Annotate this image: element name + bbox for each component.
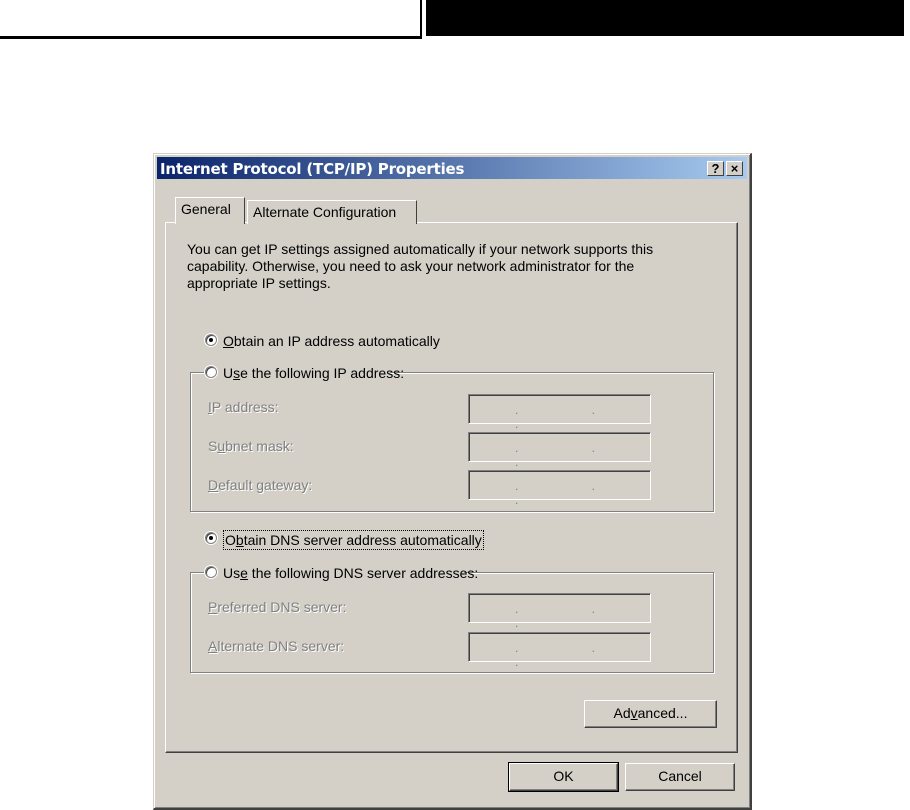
dialog-title: Internet Protocol (TCP/IP) Properties — [160, 160, 465, 178]
alternate-dns-field[interactable] — [468, 632, 651, 669]
radio-label: Obtain DNS server address automatically — [225, 532, 482, 548]
radio-label: Use the following IP address: — [223, 365, 405, 381]
radio-selected-icon[interactable] — [205, 532, 217, 544]
ip-address-label: IP address: — [208, 399, 279, 415]
subnet-mask-label: Subnet mask: — [208, 438, 294, 454]
default-gateway-value: . . . — [515, 479, 631, 507]
ip-address-field[interactable] — [468, 394, 651, 431]
radio-label: Use the following DNS server addresses: — [223, 565, 479, 581]
radio-selected-icon[interactable] — [205, 334, 217, 346]
subnet-mask-field[interactable] — [468, 432, 651, 469]
subnet-mask-value: . . . — [515, 441, 631, 469]
radio-use-following-dns[interactable] — [205, 564, 479, 582]
title-bar[interactable] — [157, 157, 747, 179]
close-icon[interactable]: × — [726, 161, 743, 176]
ok-button[interactable]: OK — [509, 763, 618, 791]
default-gateway-label: Default gateway: — [208, 477, 313, 493]
radio-unselected-icon[interactable] — [205, 366, 217, 378]
cancel-button[interactable]: Cancel — [625, 763, 735, 791]
alternate-dns-label: Alternate DNS server: — [208, 638, 345, 654]
tab-general[interactable]: General — [175, 197, 245, 224]
ip-address-value: . . . — [515, 403, 631, 431]
preferred-dns-value: . . . — [515, 602, 631, 630]
radio-unselected-icon[interactable] — [205, 566, 217, 578]
tcpip-properties-dialog — [153, 153, 752, 810]
intro-text: You can get IP settings assigned automatically if your network supports this capability. Otherwise, you need to ask your network administrator for the appropriate IP settings. — [187, 241, 654, 291]
preferred-dns-label: Preferred DNS server: — [208, 599, 347, 615]
advanced-button[interactable]: Advanced... — [584, 700, 717, 728]
help-icon[interactable]: ? — [707, 161, 724, 176]
header-black-bar — [426, 0, 904, 36]
radio-label: Obtain an IP address automatically — [223, 333, 440, 349]
header-rule — [0, 36, 420, 39]
header-divider — [420, 0, 422, 39]
preferred-dns-field[interactable] — [468, 593, 651, 630]
default-gateway-field[interactable] — [468, 470, 651, 507]
alternate-dns-value: . . . — [515, 641, 631, 669]
tab-alternate-configuration[interactable]: Alternate Configuration — [247, 200, 417, 224]
radio-use-following-ip[interactable] — [205, 364, 405, 382]
